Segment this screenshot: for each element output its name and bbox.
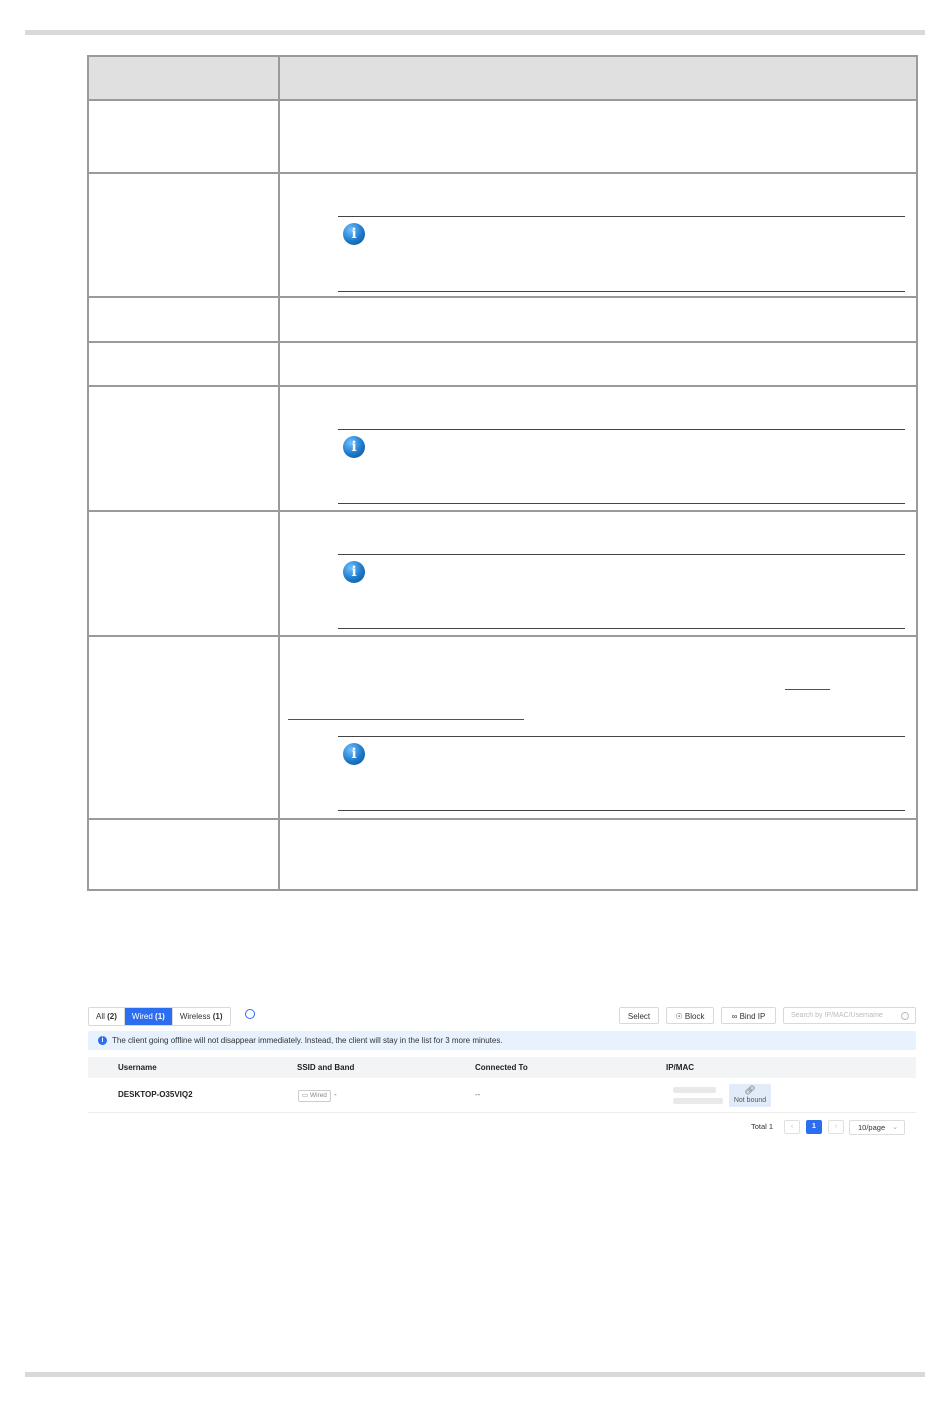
ssid-band-value: - xyxy=(334,1090,337,1099)
link-icon: 🔗︎ xyxy=(744,1085,756,1095)
note-box xyxy=(338,736,905,811)
table-header xyxy=(88,1057,916,1078)
parameter-table xyxy=(87,55,918,891)
column-ssid-band: SSID and Band xyxy=(297,1063,355,1072)
bottom-rule xyxy=(25,1372,925,1377)
row-divider xyxy=(89,172,916,174)
tab-all[interactable]: All (2) xyxy=(89,1008,125,1025)
row-divider xyxy=(89,341,916,343)
wired-tag: ▭ Wired xyxy=(298,1090,331,1102)
column-ip-mac: IP/MAC xyxy=(666,1063,694,1072)
row-divider xyxy=(89,296,916,298)
column-username: Username xyxy=(118,1063,157,1072)
column-connected-to: Connected To xyxy=(475,1063,528,1072)
bind-ip-button[interactable] xyxy=(721,1007,776,1024)
chevron-down-icon: ⌄ xyxy=(892,1124,898,1131)
ip-address-redacted xyxy=(673,1087,716,1093)
cross-reference-link[interactable] xyxy=(288,719,524,720)
row-divider xyxy=(89,635,916,637)
username-cell: DESKTOP-O35VIQ2 xyxy=(118,1090,193,1099)
select-button[interactable]: Select xyxy=(619,1007,659,1024)
connected-to-cell: -- xyxy=(475,1090,481,1099)
info-icon: i xyxy=(343,436,365,458)
bind-ip-label: Bind IP xyxy=(739,1012,766,1021)
block-button[interactable] xyxy=(666,1007,714,1024)
bind-status-badge[interactable] xyxy=(729,1084,771,1107)
note-box xyxy=(338,429,905,504)
row-divider xyxy=(89,385,916,387)
page-button-current[interactable]: 1 xyxy=(806,1120,822,1134)
search-icon[interactable] xyxy=(901,1012,909,1020)
column-divider xyxy=(278,57,280,889)
page-size-value: 10/page xyxy=(858,1123,886,1132)
info-icon: i xyxy=(343,223,365,245)
chevron-right-icon[interactable]: › xyxy=(828,1120,844,1134)
block-label: Block xyxy=(684,1012,705,1021)
client-list-screenshot xyxy=(88,1000,916,1140)
search-placeholder: Search by IP/MAC/Username xyxy=(791,1012,883,1019)
page-size-select[interactable] xyxy=(849,1120,905,1135)
row-divider xyxy=(89,510,916,512)
chevron-left-icon[interactable]: ‹ xyxy=(784,1120,800,1134)
table-header-row xyxy=(89,57,916,101)
mac-address-redacted xyxy=(673,1098,723,1104)
banner-text: The client going offline will not disappear immediately. Instead, the client will stay in the list for 3 more minutes. xyxy=(112,1036,503,1045)
tab-wireless[interactable]: Wireless (1) xyxy=(179,1012,223,1021)
block-icon: ☉ xyxy=(675,1012,683,1021)
client-filter-tabs xyxy=(88,1007,231,1026)
info-banner xyxy=(88,1031,916,1050)
info-icon: i xyxy=(343,743,365,765)
info-icon: i xyxy=(98,1036,107,1045)
pagination-total: Total 1 xyxy=(751,1122,774,1131)
row-divider xyxy=(89,818,916,820)
cross-reference-link[interactable] xyxy=(785,689,830,690)
refresh-icon[interactable] xyxy=(245,1009,255,1019)
tab-wired[interactable]: Wired (1) xyxy=(125,1008,173,1025)
note-box xyxy=(338,216,905,292)
top-rule xyxy=(25,30,925,35)
table-row[interactable] xyxy=(88,1078,916,1113)
note-box xyxy=(338,554,905,629)
search-input[interactable] xyxy=(783,1007,916,1024)
link-icon: ∞ xyxy=(731,1012,738,1021)
info-icon: i xyxy=(343,561,365,583)
bind-status-label: Not bound xyxy=(733,1097,767,1104)
